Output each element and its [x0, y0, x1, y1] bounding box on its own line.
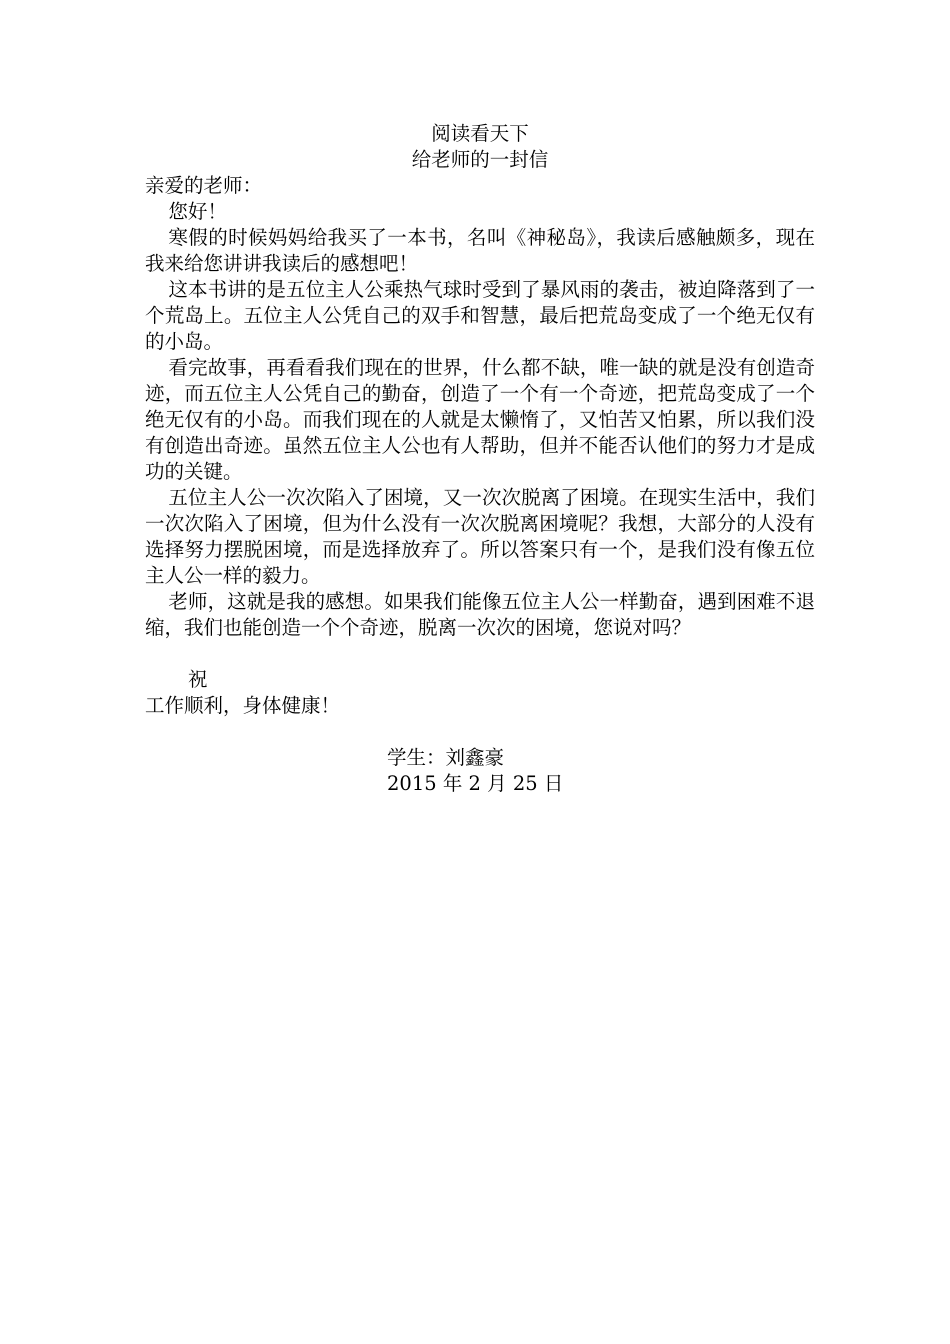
- document-subtitle: 给老师的一封信: [411, 148, 549, 171]
- signature: 学生：刘鑫豪: [387, 746, 505, 769]
- paragraph: 寒假的时候妈妈给我买了一本书，名叫《神秘岛》，我读后感触颇多，现在我来给您讲讲我读后的感想吧！: [145, 226, 815, 275]
- closing-wish-text: 工作顺利，身体健康！: [145, 694, 341, 717]
- salutation: 亲爱的老师：: [145, 174, 263, 197]
- paragraph: 看完故事，再看看我们现在的世界，什么都不缺，唯一缺的就是没有创造奇迹，而五位主人公凭自己的勤奋，创造了一个有一个奇迹，把荒岛变成了一个绝无仅有的小岛。而我们现在的人就是太懒惰了，又怕苦又怕累，所以我们没有创造出奇迹。虽然五位主人公也有人帮助，但并不能否认他们的努力才是成功的关键。: [145, 356, 815, 483]
- document-title: 阅读看天下: [431, 122, 529, 145]
- paragraph: 五位主人公一次次陷入了困境，又一次次脱离了困境。在现实生活中，我们一次次陷入了困境，但为什么没有一次次脱离困境呢？我想，大部分的人没有选择努力摆脱困境，而是选择放弃了。所以答案只有一个，是我们没有像五位主人公一样的毅力。: [145, 486, 815, 587]
- spacer: [145, 641, 815, 667]
- greeting: 您好！: [168, 200, 227, 223]
- signature-block: [145, 745, 815, 797]
- date: 2015 年 2 月 25 日: [387, 772, 564, 795]
- letter-body: [145, 121, 815, 797]
- paragraph: 这本书讲的是五位主人公乘热气球时受到了暴风雨的袭击，被迫降落到了一个荒岛上。五位主人公凭自己的双手和智慧，最后把荒岛变成了一个绝无仅有的小岛。: [145, 278, 815, 353]
- closing-wish: 祝: [188, 668, 208, 691]
- paragraph: 老师，这就是我的感想。如果我们能像五位主人公一样勤奋，遇到困难不退缩，我们也能创造一个个奇迹，脱离一次次的困境，您说对吗？: [145, 590, 815, 639]
